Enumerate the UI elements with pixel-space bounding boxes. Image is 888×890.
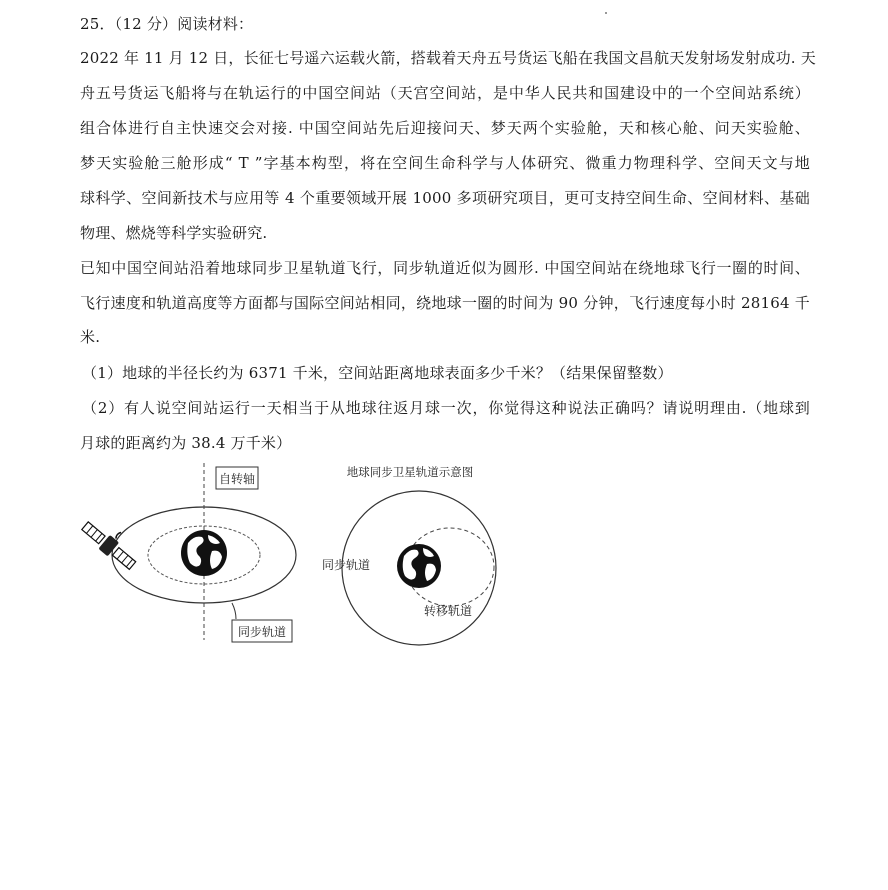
earth-icon-right (397, 544, 441, 588)
figure-right-title: 地球同步卫星轨道示意图 (346, 465, 474, 479)
paragraph2-line-1: 已知中国空间站沿着地球同步卫星轨道飞行，同步轨道近似为圆形. 中国空间站在绕地球飞行一圈的时间、 (80, 259, 810, 277)
figure-right-orbit-diagram (315, 458, 515, 653)
sync-orbit-label: 同步轨道 (321, 558, 371, 572)
earth-icon (181, 530, 227, 576)
paragraph1-line-1: 2022 年 11 月 12 日，长征七号遥六运载火箭，搭载着天舟五号货运飞船在我国文昌航天发射场发射成功. 天 (80, 49, 816, 67)
question-header: 25．（12 分）阅读材料： (80, 15, 254, 33)
orbit-label: 同步轨道 (237, 625, 287, 639)
sub-question-1: （1）地球的半径长约为 6371 千米，空间站距离地球表面多少千米？（结果保留整数） (82, 364, 673, 382)
sub-question-2-line-2: 月球的距离约为 38.4 万千米） (80, 434, 292, 452)
paragraph2-line-3: 米. (80, 328, 101, 346)
paragraph1-line-4: 梦天实验舱三舱形成“ T ”字基本构型，将在空间生命科学与人体研究、微重力物理科学、空间天文与地 (80, 154, 810, 172)
figure-left-orbit-diagram (70, 455, 310, 650)
transfer-orbit-label: 转移轨道 (423, 604, 473, 618)
axis-label: 自转轴 (218, 472, 256, 486)
sub-question-2-line-1: （2）有人说空间站运行一天相当于从地球往返月球一次，你觉得这种说法正确吗？请说明理由.（地球到 (82, 399, 810, 417)
paragraph1-line-6: 物理、燃烧等科学实验研究. (80, 224, 268, 242)
paragraph1-line-5: 球科学、空间新技术与应用等 4 个重要领域开展 1000 多项研究项目，更可支持空间生命、空间材料、基础 (80, 189, 810, 207)
orbit-label-pointer (232, 603, 236, 619)
paragraph1-line-2: 舟五号货运飞船将与在轨运行的中国空间站（天宫空间站，是中华人民共和国建设中的一个空间站系统） (80, 84, 810, 102)
satellite-icon (79, 512, 144, 573)
paragraph1-line-3: 组合体进行自主快速交会对接. 中国空间站先后迎接问天、梦天两个实验舱，天和核心舱、问天实验舱、 (80, 119, 810, 137)
paragraph2-line-2: 飞行速度和轨道高度等方面都与国际空间站相同，绕地球一圈的时间为 90 分钟，飞行速度每小时 28164 千 (80, 294, 810, 312)
